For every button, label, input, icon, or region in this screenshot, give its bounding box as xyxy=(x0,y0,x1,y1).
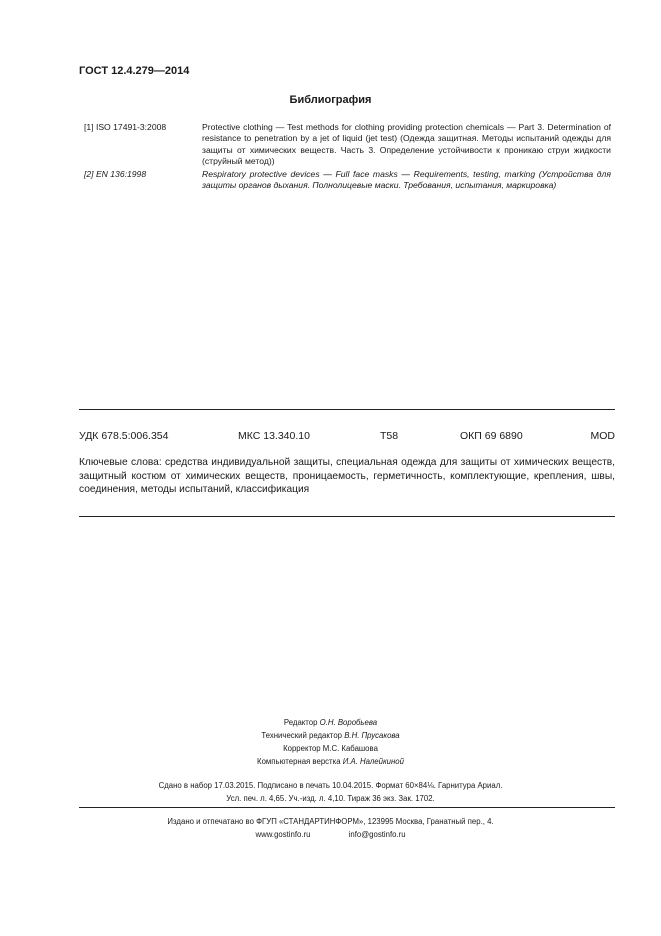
credit-editor xyxy=(0,716,661,729)
credit-name: В.Н. Прусакова xyxy=(344,731,400,740)
mod-label: MOD xyxy=(590,430,615,442)
credit-corrector xyxy=(0,742,661,755)
credit-tech-editor xyxy=(0,729,661,742)
classification-row xyxy=(79,430,615,444)
mks-code: МКС 13.340.10 xyxy=(238,430,310,442)
divider-publisher xyxy=(79,807,615,808)
bibliography-ref: [1] ISO 17491-3:2008 xyxy=(84,122,167,132)
okp-code: ОКП 69 6890 xyxy=(460,430,523,442)
udk-code: УДК 678.5:006.354 xyxy=(79,430,169,442)
bibliography-item xyxy=(79,169,611,192)
divider-bottom xyxy=(79,516,615,517)
credit-name: О.Н. Воробьева xyxy=(319,718,378,727)
publisher-website[interactable]: www.gostinfo.ru xyxy=(255,830,311,839)
bibliography-list xyxy=(79,122,611,192)
print-info-line2: Усл. печ. л. 4,65. Уч.-изд. л. 4,10. Тираж 36 экз. Зак. 1702. xyxy=(226,794,435,803)
credit-layout xyxy=(0,755,661,768)
bibliography-title: Библиография xyxy=(289,94,372,106)
credit-role: Компьютерная верстка xyxy=(257,757,341,766)
standard-id: ГОСТ 12.4.279—2014 xyxy=(79,65,190,77)
credits-block xyxy=(0,716,661,768)
bibliography-ref: [2] EN 136:1998 xyxy=(84,168,147,179)
bibliography-text: Respiratory protective devices — Full face masks — Requirements, testing, marking (Устройства для защиты органов дыхания. Полнолицевые маски. Требования, испытания, маркировка) xyxy=(202,168,611,191)
t-code: Т58 xyxy=(380,430,399,442)
print-info-line1: Сдано в набор 17.03.2015. Подписано в печать 10.04.2015. Формат 60×84⅛. Гарнитура Ариал. xyxy=(158,781,503,790)
publisher-line: Издано и отпечатано во ФГУП «СТАНДАРТИНФОРМ», 123995 Москва, Гранатный пер., 4. xyxy=(167,817,494,826)
publisher-block xyxy=(0,815,661,841)
bibliography-item xyxy=(79,122,611,168)
credit-name: М.С. Кабашова xyxy=(322,744,378,753)
publisher-contacts xyxy=(0,828,661,841)
credit-name: И.А. Налейкиной xyxy=(342,757,404,766)
credit-role: Корректор xyxy=(283,744,321,753)
bibliography-text: Protective clothing — Test methods for clothing providing protection chemicals — Part 3. Determination of resistance to penetration by a jet of liquid (jet test) (Одежда защитная. Методы испытаний одежды для защиты от химических веществ. Часть 3. Определение устойчивости к проникаю струи жидкости (струйный метод)) xyxy=(202,122,611,167)
credit-role: Технический редактор xyxy=(261,731,343,740)
keywords-paragraph: Ключевые слова: средства индивидуальной защиты, специальная одежда для защиты от химических веществ, защитный костюм от химических веществ, проницаемость, герметичность, комплектующие, крепления, швы, соединения, методы испытаний, классификация xyxy=(79,457,615,495)
credit-role: Редактор xyxy=(283,718,318,727)
print-info xyxy=(0,779,661,805)
divider-top xyxy=(79,409,615,410)
publisher-email[interactable]: info@gostinfo.ru xyxy=(348,830,406,839)
